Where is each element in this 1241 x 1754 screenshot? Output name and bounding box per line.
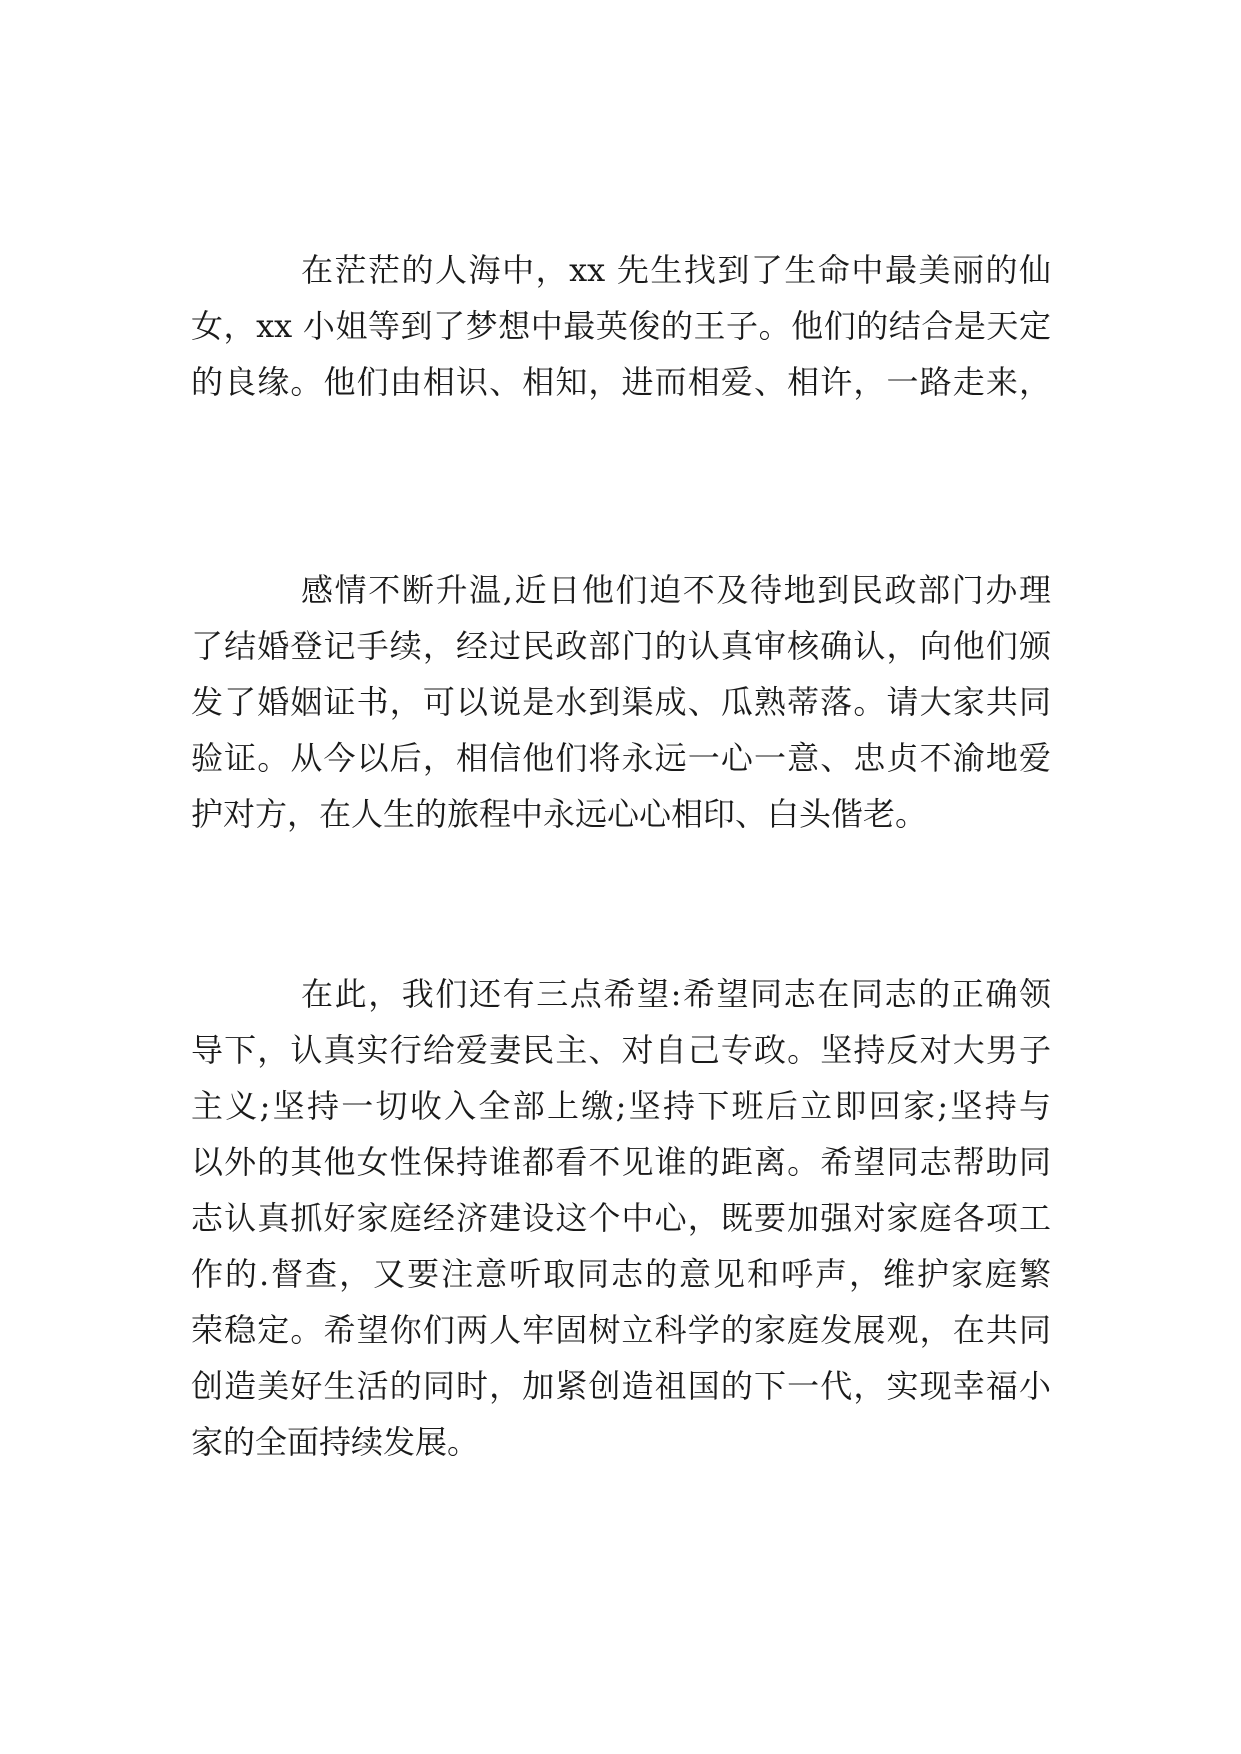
paragraph-line: 的良缘。他们由相识、相知，进而相爱、相许，一路走来， (191, 363, 1051, 401)
paragraph-line: 感情不断升温,近日他们迫不及待地到民政部门办理 (301, 571, 1051, 609)
paragraph-line: 在此，我们还有三点希望:希望同志在同志的正确领 (301, 975, 1051, 1013)
paragraph-line: 作的.督查，又要注意听取同志的意见和呼声，维护家庭繁 (191, 1255, 1051, 1293)
paragraph-line: 创造美好生活的同时，加紧创造祖国的下一代，实现幸福小 (191, 1367, 1051, 1405)
paragraph-line: 了结婚登记手续，经过民政部门的认真审核确认，向他们颁 (191, 627, 1051, 665)
paragraph-line: 护对方，在人生的旅程中永远心心相印、白头偕老。 (191, 795, 928, 833)
paragraph-line: 主义;坚持一切收入全部上缴;坚持下班后立即回家;坚持与 (191, 1087, 1051, 1125)
paragraph-line: 女，xx 小姐等到了梦想中最英俊的王子。他们的结合是天定 (191, 307, 1051, 345)
paragraph-line: 在茫茫的人海中，xx 先生找到了生命中最美丽的仙 (301, 251, 1051, 289)
paragraph-line: 验证。从今以后，相信他们将永远一心一意、忠贞不渝地爱 (191, 739, 1051, 777)
paragraph-line: 荣稳定。希望你们两人牢固树立科学的家庭发展观，在共同 (191, 1311, 1051, 1349)
paragraph-line: 导下，认真实行给爱妻民主、对自己专政。坚持反对大男子 (191, 1031, 1051, 1069)
paragraph-line: 志认真抓好家庭经济建设这个中心，既要加强对家庭各项工 (191, 1199, 1051, 1237)
paragraph-line: 以外的其他女性保持谁都看不见谁的距离。希望同志帮助同 (191, 1143, 1051, 1181)
paragraph-line: 发了婚姻证书，可以说是水到渠成、瓜熟蒂落。请大家共同 (191, 683, 1051, 721)
paragraph-line: 家的全面持续发展。 (191, 1423, 480, 1461)
